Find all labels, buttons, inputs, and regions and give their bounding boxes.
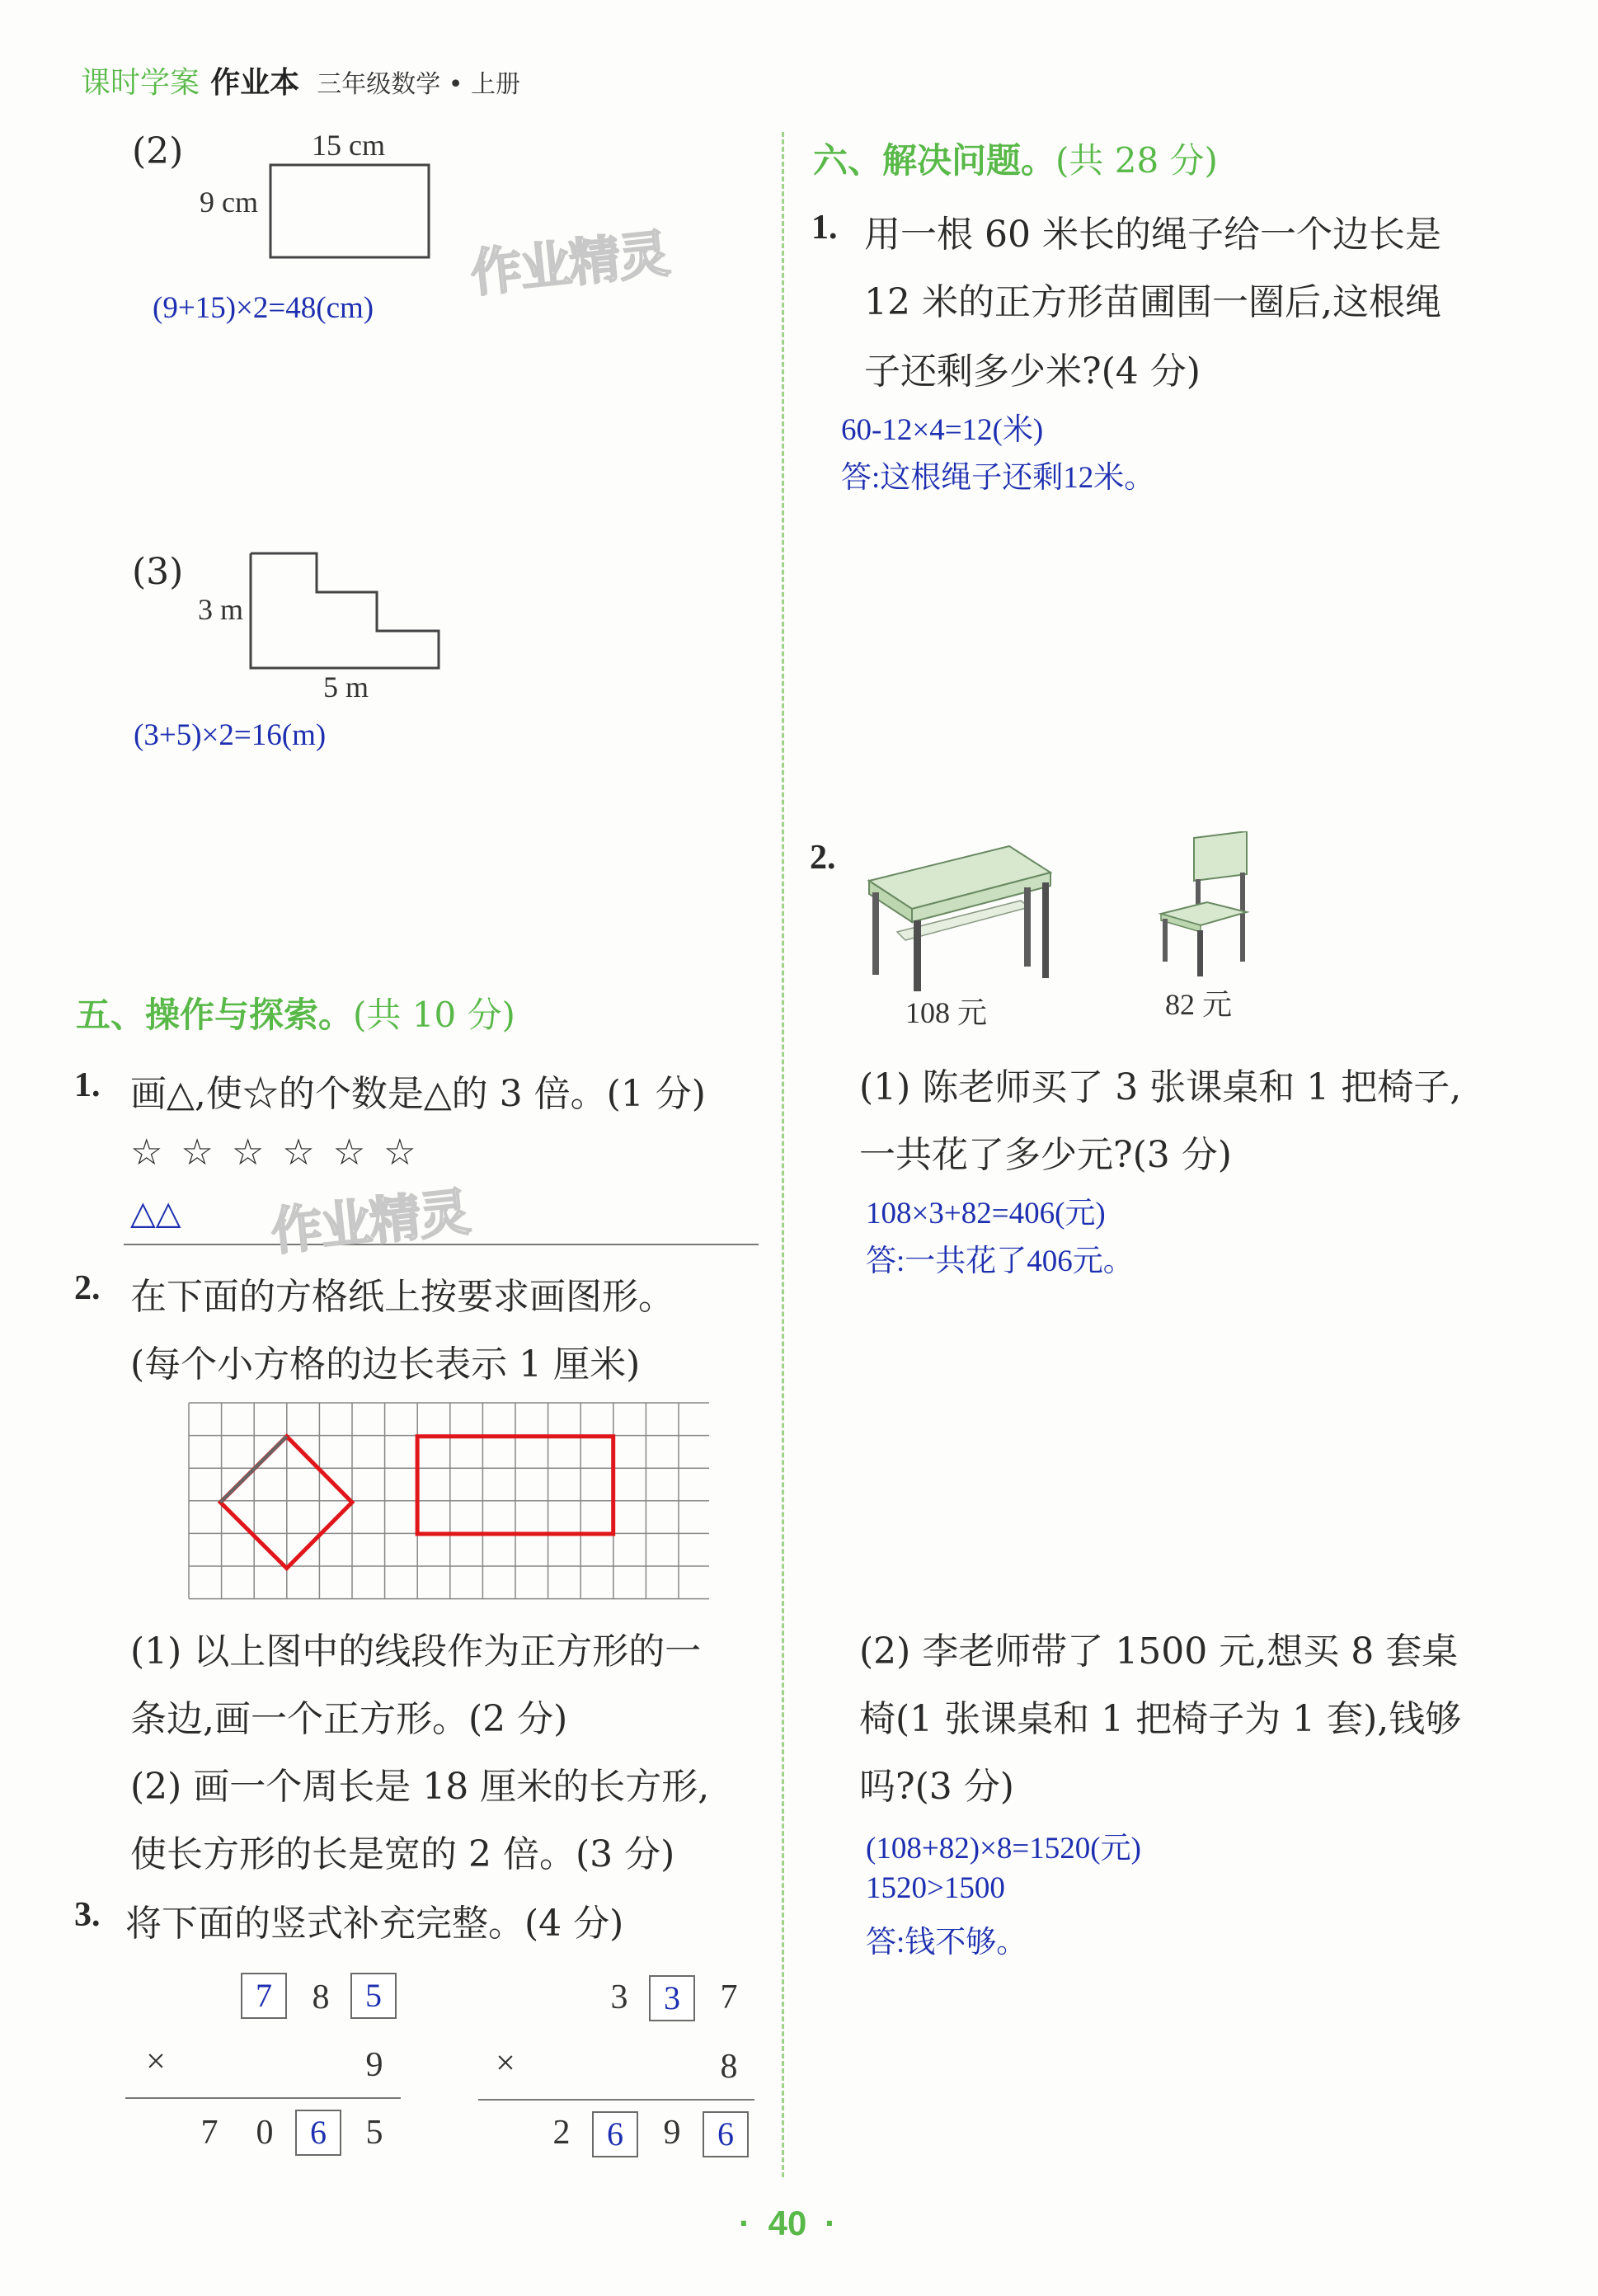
- p2-sub2-line2: 椅(1 张课桌和 1 把椅子为 1 套),钱够: [859, 1698, 1462, 1740]
- s5-q1-text: 画△,使☆的个数是△的 3 倍。(1 分): [130, 1073, 706, 1115]
- calc2-top-box2: 3: [649, 1975, 695, 2021]
- grid-paper: [188, 1402, 709, 1600]
- section5-title-text: 五、操作与探索。: [76, 995, 354, 1035]
- calc1-res-digit4: 5: [365, 2114, 383, 2152]
- calc1-res-digit2: 0: [256, 2114, 274, 2152]
- q3-label: (3): [132, 551, 184, 593]
- p1-line1: 用一根 60 米长的绳子给一个边长是: [864, 214, 1441, 256]
- s5-q2-sub1-line1: (1) 以上图中的线段作为正方形的一: [130, 1630, 702, 1673]
- p2-number: 2.: [810, 839, 836, 877]
- calc2-res-box4: 6: [703, 2111, 749, 2157]
- section5-points: (共 10 分): [353, 995, 515, 1035]
- p2-sub2-line3: 吗?(3 分): [859, 1766, 1014, 1808]
- p2-sub1-answer1: 108×3+82=406(元): [866, 1197, 1106, 1230]
- q3-answer: (3+5)×2=16(m): [134, 718, 327, 752]
- watermark-logo-2: 作业精灵: [268, 1181, 472, 1263]
- chair-image: [1154, 831, 1262, 980]
- section5-title: [76, 988, 515, 1037]
- p2-sub2-answer2: 1520>1500: [866, 1871, 1005, 1905]
- calc2-line: [478, 2099, 754, 2101]
- q3-bottom-length: 5 m: [323, 670, 369, 703]
- watermark-logo: 作业精灵: [468, 223, 671, 304]
- section6-title-text: 六、解决问题。: [813, 140, 1056, 181]
- chair-price: 82 元: [1165, 988, 1233, 1021]
- p1-answer2: 答:这根绳子还剩12米。: [841, 461, 1155, 495]
- p1-line3: 子还剩多少米?(4 分): [864, 351, 1201, 393]
- calc2-top-digit1: 3: [610, 1978, 628, 2016]
- s5-q1-number: 1.: [74, 1066, 101, 1104]
- brand-name: 课时学案: [81, 66, 200, 100]
- page-dot-right: ·: [825, 2204, 837, 2242]
- calc1-res-digit1: 7: [200, 2114, 219, 2152]
- calc1-times: ×: [146, 2043, 166, 2081]
- calc1-top-digit2: 8: [312, 1978, 330, 2016]
- section6-points: (共 28 分): [1055, 140, 1218, 181]
- calc1-top-box1: 7: [241, 1973, 287, 2019]
- header: [81, 59, 520, 101]
- calc1-res-box3: 6: [295, 2110, 341, 2156]
- s5-q3-number: 3.: [74, 1896, 101, 1934]
- calc1-line: [125, 2097, 401, 2099]
- section6-title: [813, 134, 1218, 183]
- q2-side-length: 9 cm: [200, 186, 258, 219]
- calc2-multiplier: 8: [720, 2048, 738, 2086]
- s5-q2-sub1-line2: 条边,画一个正方形。(2 分): [130, 1698, 568, 1740]
- calc2-res-box2: 6: [592, 2111, 638, 2157]
- s5-q2-text-line2: (每个小方格的边长表示 1 厘米): [130, 1343, 641, 1386]
- q2-label: (2): [132, 130, 184, 172]
- p2-sub2-answer3: 答:钱不够。: [866, 1926, 1027, 1960]
- calc2-times: ×: [496, 2044, 515, 2082]
- page-number: [739, 2204, 836, 2243]
- q3-stair-figure: [247, 548, 445, 680]
- book-subtitle: 三年级数学 • 上册: [317, 70, 520, 99]
- column-divider: [782, 132, 784, 2177]
- calc2-res-digit1: 2: [552, 2114, 571, 2152]
- p1-line2: 12 米的正方形苗圃围一圈后,这根绳: [864, 281, 1441, 323]
- q2-top-length: 15 cm: [312, 129, 385, 162]
- calc2-top-digit3: 7: [720, 1978, 738, 2016]
- page-number-value: 40: [768, 2204, 807, 2242]
- s5-q1-answer: △△: [130, 1194, 181, 1232]
- p2-sub2-line1: (2) 李老师带了 1500 元,想买 8 套桌: [859, 1630, 1459, 1673]
- p1-number: 1.: [811, 209, 838, 247]
- desk-price: 108 元: [905, 996, 988, 1029]
- s5-q2-text-line1: 在下面的方格纸上按要求画图形。: [130, 1276, 674, 1318]
- p2-sub1-line2: 一共花了多少元?(3 分): [859, 1134, 1232, 1176]
- q2-rectangle-figure: [264, 161, 437, 264]
- page-dot-left: ·: [739, 2204, 750, 2242]
- p2-sub1-line1: (1) 陈老师买了 3 张课桌和 1 把椅子,: [859, 1066, 1462, 1108]
- q2-answer: (9+15)×2=48(cm): [153, 291, 374, 325]
- s5-q2-sub2-line2: 使长方形的长是宽的 2 倍。(3 分): [130, 1833, 675, 1875]
- desk-image: [864, 841, 1055, 998]
- book-name: 作业本: [210, 66, 300, 100]
- s5-q2-sub2-line1: (2) 画一个周长是 18 厘米的长方形,: [130, 1766, 710, 1808]
- s5-q2-number: 2.: [74, 1269, 101, 1307]
- q3-side-length: 3 m: [198, 593, 244, 626]
- p2-sub1-answer2: 答:一共花了406元。: [866, 1244, 1134, 1278]
- calc1-multiplier: 9: [365, 2046, 383, 2084]
- calc1-top-box3: 5: [350, 1973, 397, 2019]
- p1-answer1: 60-12×4=12(米): [841, 413, 1044, 447]
- s5-q1-stars: ☆ ☆ ☆ ☆ ☆ ☆: [130, 1132, 420, 1174]
- s5-q3-text: 将下面的竖式补充完整。(4 分): [125, 1903, 624, 1945]
- calc2-res-digit3: 9: [663, 2114, 681, 2152]
- p2-sub2-answer1: (108+82)×8=1520(元): [866, 1832, 1141, 1866]
